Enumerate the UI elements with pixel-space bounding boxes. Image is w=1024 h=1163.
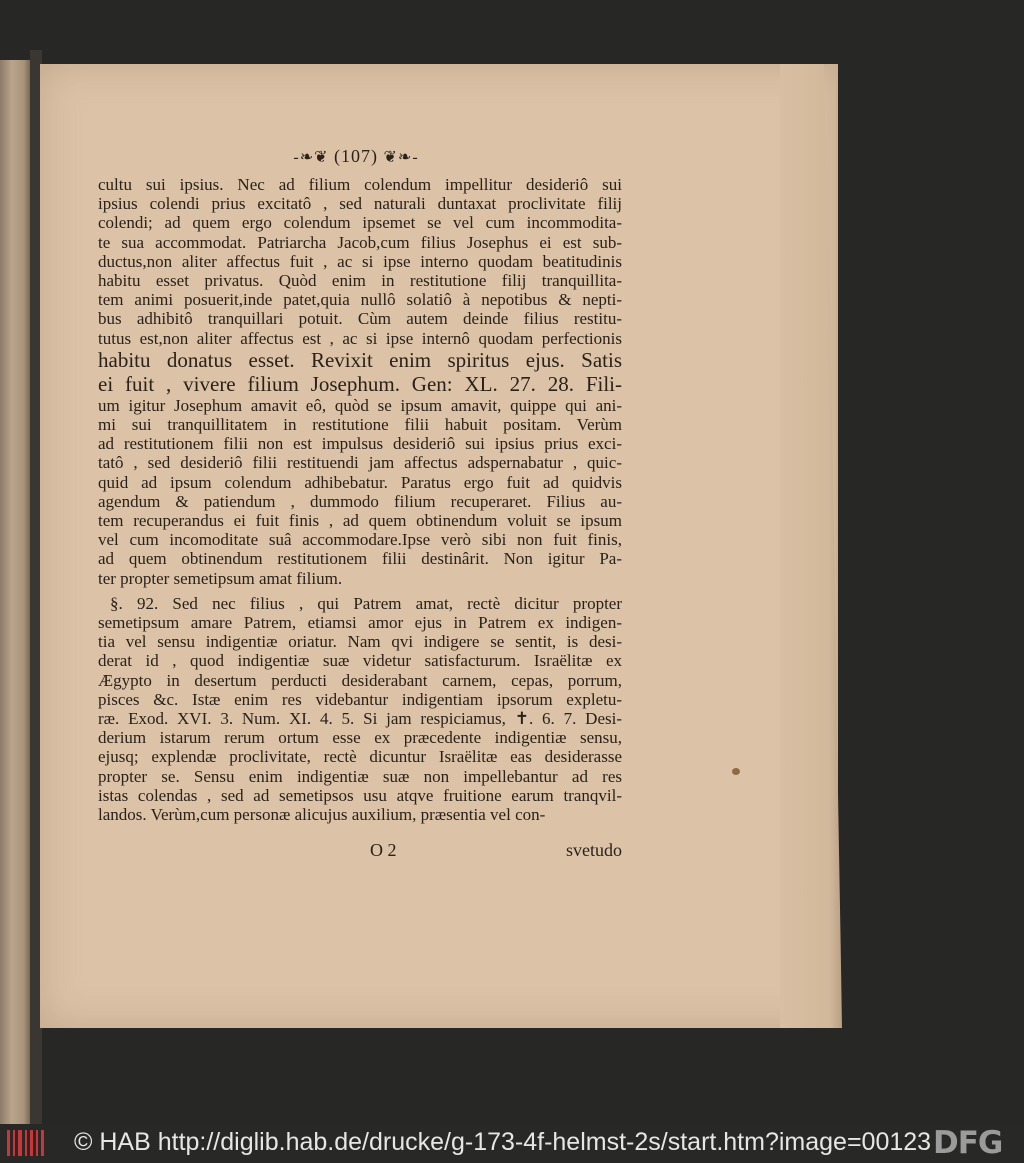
page-number: (107) bbox=[334, 146, 378, 166]
header-right-ornament: ❦❧- bbox=[383, 149, 419, 166]
text-line: semetipsum amare Patrem, etiamsi amor ejus in Patrem ex indigen- bbox=[98, 613, 622, 633]
text-line: derium istarum rerum ortum esse ex præcedente indigentiæ sensu, bbox=[98, 728, 622, 748]
text-line: mi sui tranquillitatem in restitutione filii habuit positam. Verùm bbox=[98, 415, 622, 435]
catchword: svetudo bbox=[566, 840, 622, 860]
page-header bbox=[286, 146, 426, 167]
hab-logo-icon bbox=[6, 1128, 46, 1158]
text-line: bus adhibitô tranquillari potuit. Cùm autem deinde filius restitu- bbox=[98, 309, 622, 329]
text-line: ad quem obtinendum restitutionem filii destinârit. Non igitur Pa- bbox=[98, 549, 622, 569]
text-line: um igitur Josephum amavit eô, quòd se ipsum amavit, quippe qui ani- bbox=[98, 395, 622, 415]
text-line: tutus est,non aliter affectus est , ac si ipse internô quodam perfectionis bbox=[98, 328, 622, 348]
text-line: colendi; ad quem ergo colendum ipsemet se vel cum incommodita- bbox=[98, 213, 622, 233]
signature-mark: O 2 bbox=[370, 840, 397, 860]
text-line: ejusq; explendæ proclivitate, rectè dicuntur Israëlitæ eas desiderasse bbox=[98, 747, 622, 767]
text-line: istas colendas , sed ad semetipsos usu atqve fruitione earum tranqvil- bbox=[98, 785, 622, 805]
text-line: tem recuperandus ei fuit finis , ad quem obtinendum voluit se ipsum bbox=[98, 511, 622, 531]
text-line: Ægypto in desertum perducti desiderabant carnem, cepas, porrum, bbox=[98, 670, 622, 690]
text-line: tatô , sed desideriô filii restituendi jam affectus adspernabatur , quic- bbox=[98, 453, 622, 473]
page-body-text bbox=[98, 175, 622, 824]
text-line: quid ad ipsum colendum adhibebatur. Paratus ergo fuit ad quidvis bbox=[98, 472, 622, 492]
text-line: ter propter semetipsum amat filium. bbox=[98, 568, 343, 588]
text-line: vel cum incomoditate suâ accommodare.Ipse verò sibi non fuit finis, bbox=[98, 530, 622, 550]
text-line: ræ. Exod. XVI. 3. Num. XI. 4. 5. Si jam respiciamus, ✝. 6. 7. Desi- bbox=[98, 709, 622, 729]
text-line: §. 92. Sed nec filius , qui Patrem amat, rectè dicitur propter bbox=[110, 593, 622, 613]
text-line: ductus,non aliter affectus fuit , ac si ipse interno quodam beatitudinis bbox=[98, 251, 622, 271]
text-line: habitu esset privatus. Quòd enim in restitutione filij tranquillita- bbox=[98, 271, 622, 291]
header-left-ornament: -❧❦ bbox=[293, 149, 329, 166]
text-line: cultu sui ipsius. Nec ad filium colendum impellitur desideriô sui bbox=[98, 175, 622, 194]
text-line: propter se. Sensu enim indigentiæ suæ non impellebantur ad res bbox=[98, 766, 622, 786]
text-line: ipsius colendi prius excitatô , sed naturali duntaxat proclivitate filij bbox=[98, 194, 622, 214]
text-line: pisces &c. Istæ enim res videbantur indigentiam ipsorum expletu- bbox=[98, 689, 622, 709]
text-line: ad restitutionem filii non est impulsus desideriô sui ipsius prius exci- bbox=[98, 434, 622, 454]
text-line: derat id , quod indigentiæ suæ videtur satisfacturum. Israëlitæ ex bbox=[98, 651, 622, 671]
adjacent-page-edge bbox=[0, 60, 34, 1135]
text-line: landos. Verùm,cum personæ alicujus auxilium, præsentia vel con- bbox=[98, 805, 546, 825]
page-stain bbox=[732, 768, 740, 775]
text-line: te sua accommodat. Patriarcha Jacob,cum filius Josephus ei est sub- bbox=[98, 232, 622, 252]
source-link[interactable]: © HAB http://diglib.hab.de/drucke/g-173-4f-helmst-2s/start.htm?image=00123 bbox=[74, 1128, 932, 1156]
text-line: ei fuit , vivere filium Josephum. Gen: XL. 27. 28. Fili- bbox=[98, 371, 622, 396]
text-line: tem animi posuerit,inde patet,quia nullô solatiô à nepotibus & nepti- bbox=[98, 290, 622, 310]
text-line: agendum & patiendum , dummodo filium recuperaret. Filius au- bbox=[98, 491, 622, 511]
dfg-logo: DFG bbox=[933, 1125, 1003, 1161]
text-line: tia vel sensu indigentiæ oriatur. Nam qvi indigere se sentit, is desi- bbox=[98, 632, 622, 652]
text-line: habitu donatus esset. Revixit enim spiritus ejus. Satis bbox=[98, 347, 622, 372]
